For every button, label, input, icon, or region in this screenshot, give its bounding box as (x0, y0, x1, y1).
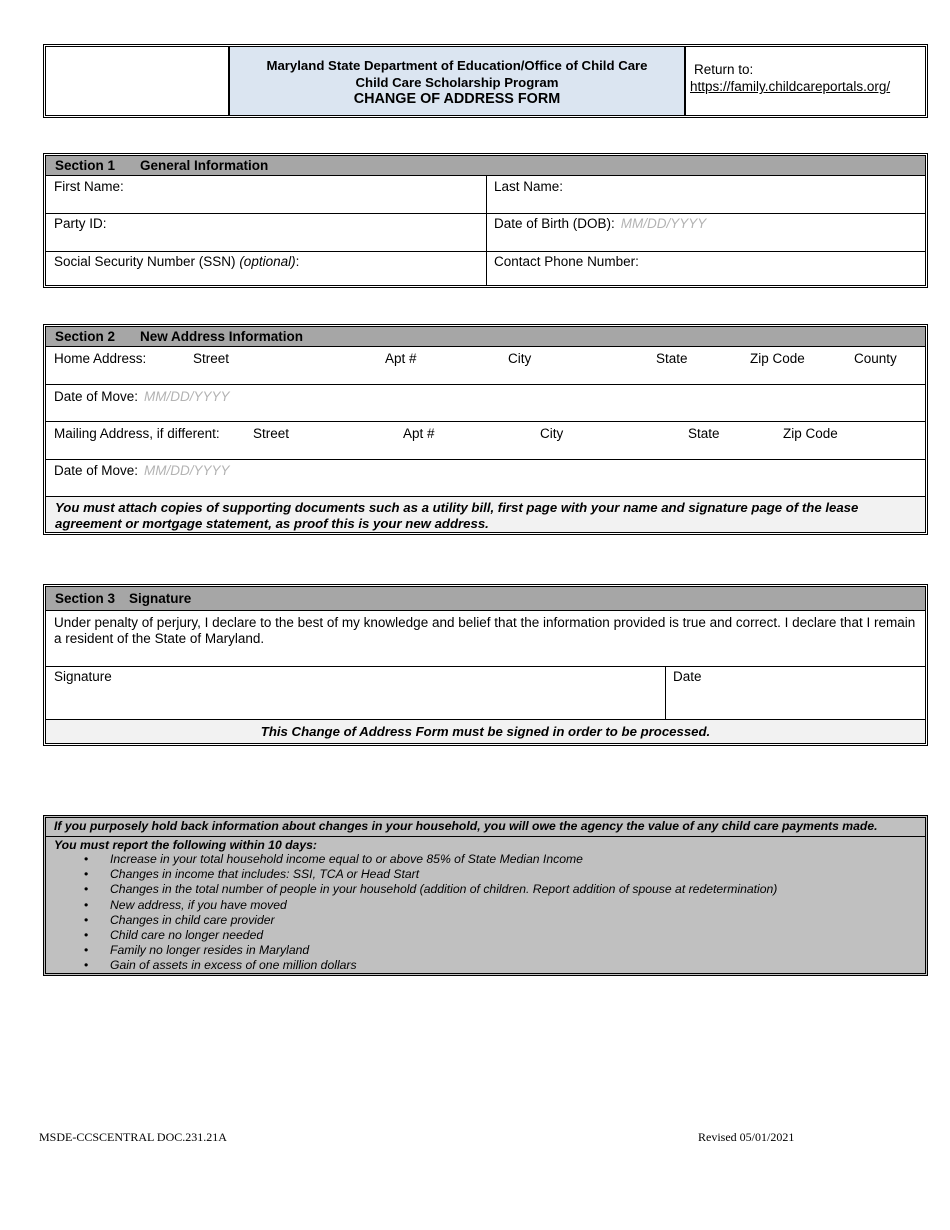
list-item: • Changes in the total number of people in your household (addition of children. Report addition of spouse at redetermination) (46, 882, 777, 897)
list-item: • Increase in your total household income equal to or above 85% of State Median Income (46, 852, 777, 867)
section-1-general-information (43, 153, 928, 288)
list-item: • Changes in child care provider (46, 913, 777, 928)
form-header (43, 44, 928, 118)
home-zip-label: Zip Code (750, 351, 805, 366)
ssn-optional-label: (optional) (239, 254, 296, 269)
header-blank-cell (46, 47, 230, 115)
home-county-label: County (854, 351, 897, 366)
revision-date: Revised 05/01/2021 (698, 1130, 795, 1144)
dob-placeholder: MM/DD/YYYY (620, 216, 707, 231)
section-2-header (46, 327, 925, 347)
contact-phone-label: Contact Phone Number: (494, 254, 639, 269)
section-3-signature (43, 584, 928, 746)
reporting-requirements-box (43, 815, 928, 976)
party-id-field[interactable] (46, 216, 107, 231)
dob-field[interactable] (486, 216, 706, 231)
date-of-move-field[interactable] (46, 389, 230, 404)
last-name-label: Last Name: (494, 179, 564, 194)
ssn-label: Social Security Number (SSN) (54, 254, 240, 269)
section-1-number: Section 1 (55, 158, 116, 173)
contact-phone-field[interactable] (486, 254, 639, 269)
header-title-cell (230, 47, 686, 115)
mailing-date-of-move-placeholder: MM/DD/YYYY (144, 463, 230, 478)
section-1-title: General Information (140, 158, 269, 173)
list-item: • Family no longer resides in Maryland (46, 943, 777, 958)
mailing-date-of-move-label: Date of Move: (54, 463, 139, 478)
home-street-label: Street (193, 351, 230, 366)
ssn-field[interactable] (46, 254, 299, 269)
document-id: MSDE-CCSCENTRAL DOC.231.21A (39, 1130, 227, 1144)
list-item: • Changes in income that includes: SSI, TCA or Head Start (46, 867, 777, 882)
list-item: • New address, if you have moved (46, 898, 777, 913)
section-3-title: Signature (129, 591, 192, 606)
withholding-warning: If you purposely hold back information about changes in your household, you will owe the agency the value of any child care payments made. (46, 818, 925, 837)
signature-field[interactable] (46, 669, 665, 719)
supporting-documents-note: You must attach copies of supporting documents such as a utility bill, first page with your name and signature page of the lease agreement or mortgage statement, as proof this is your new address. (46, 497, 925, 532)
home-state-label: State (656, 351, 688, 366)
return-url-link[interactable]: https://family.childcareportals.org/ (690, 79, 891, 94)
mailing-date-of-move-field[interactable] (46, 463, 230, 478)
home-apt-label: Apt # (385, 351, 417, 366)
header-return-cell (686, 47, 925, 115)
party-id-label: Party ID: (54, 216, 107, 231)
date-of-move-label: Date of Move: (54, 389, 139, 404)
mailing-apt-label: Apt # (403, 426, 435, 441)
section-2-new-address (43, 324, 928, 535)
dob-label: Date of Birth (DOB): (494, 216, 615, 231)
signature-label: Signature (54, 669, 112, 684)
first-name-label: First Name: (54, 179, 124, 194)
date-of-move-placeholder: MM/DD/YYYY (144, 389, 230, 404)
mailing-city-label: City (540, 426, 564, 441)
home-address-label: Home Address: (54, 351, 147, 366)
home-city-label: City (508, 351, 532, 366)
perjury-declaration: Under penalty of perjury, I declare to the best of my knowledge and belief that the information provided is true and correct. I declare that I remain a resident of the State of Maryland. (54, 615, 916, 646)
signature-date-label: Date (673, 669, 702, 684)
mailing-zip-label: Zip Code (783, 426, 838, 441)
program-name: Child Care Scholarship Program (355, 75, 559, 90)
list-item: • Child care no longer needed (46, 928, 777, 943)
mailing-address-label: Mailing Address, if different: (54, 426, 220, 441)
section-2-title: New Address Information (140, 329, 304, 344)
form-title: CHANGE OF ADDRESS FORM (353, 91, 561, 107)
mailing-street-label: Street (253, 426, 290, 441)
agency-name: Maryland State Department of Education/Office of Child Care (266, 58, 648, 73)
last-name-field[interactable] (486, 179, 563, 194)
first-name-field[interactable] (46, 179, 124, 194)
return-label: Return to: (694, 62, 754, 77)
must-sign-note: This Change of Address Form must be signed in order to be processed. (46, 720, 925, 743)
mailing-state-label: State (688, 426, 720, 441)
ssn-colon: : (295, 254, 300, 269)
section-2-number: Section 2 (55, 329, 116, 344)
reporting-heading: You must report the following within 10 days: (54, 838, 317, 852)
reporting-list (46, 852, 777, 974)
signature-date-field[interactable] (665, 669, 925, 719)
list-item: • Gain of assets in excess of one million dollars (46, 958, 777, 973)
section-1-header (46, 156, 925, 176)
section-3-number: Section 3 (55, 591, 116, 606)
section-3-header (46, 587, 925, 611)
